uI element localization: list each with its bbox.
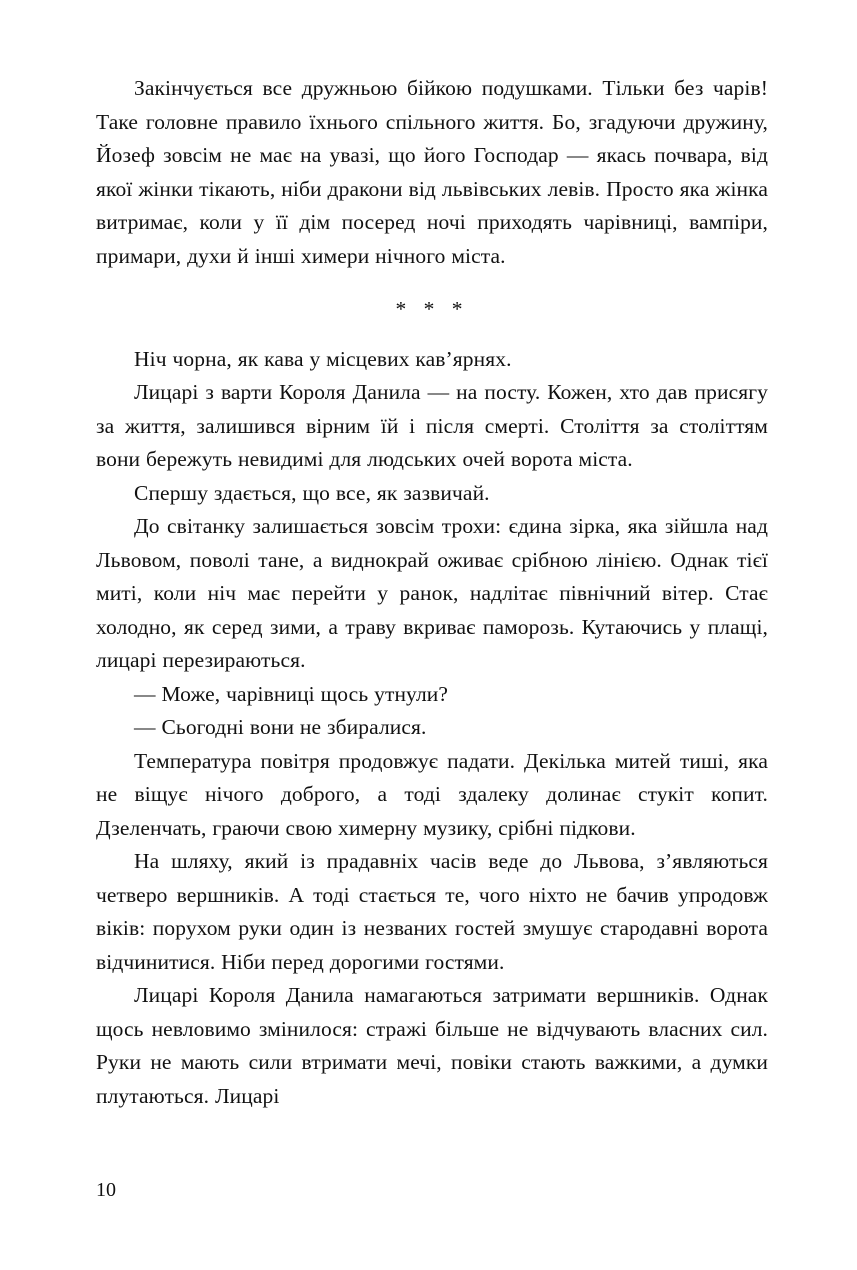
paragraph: Лицарі з варти Короля Данила — на посту. Кожен, хто дав присягу за життя, залишився вірним їй і після смерті. Століття за століттям вони бережуть невидимі для людських очей ворота міста. <box>96 380 768 471</box>
paragraph: На шляху, який із прадавніх часів веде до Львова, з’являються четверо вершників. А тоді стається те, чого ніхто не бачив упродовж віків: порухом руки один із незваних гостей змушує стародавні ворота відчинитися. Ніби перед дорогими гостями. <box>96 849 768 974</box>
paragraph: Спершу здається, що все, як зазвичай. <box>134 480 490 505</box>
paragraph: Ніч чорна, як кава у місцевих кав’ярнях. <box>134 346 512 371</box>
paragraph: Лицарі Короля Данила намагаються затримати вершників. Однак щось невловимо змінилося: стражі більше не відчувають власних сил. Руки не мають сили втримати мечі, повіки стають важкими, а думки плутаються. Лицарі <box>96 983 768 1108</box>
paragraph: Закінчується все дружньою бійкою подушками. Тільки без чарів! Таке головне правило їхнього спільного життя. Бо, згадуючи дружину, Йозеф зовсім не має на увазі, що його Господар — якась почвара, від якої жінки тікають, ніби дракони від львівських левів. Просто яка жінка витримає, коли у її дім посеред ночі приходять чарівниці, вампіри, примари, духи й інші химери нічного міста. <box>96 76 768 268</box>
paragraph: До світанку залишається зовсім трохи: єдина зірка, яка зійшла над Львовом, поволі тане, а виднокрай оживає срібною лінією. Однак тієї миті, коли ніч має перейти у ранок, надлітає північний вітер. Стає холодно, як серед зими, а траву вкриває паморозь. Кутаючись у плащі, лицарі перезираються. <box>96 514 768 672</box>
page-number: 10 <box>96 1179 116 1201</box>
paragraph: Температура повітря продовжує падати. Декілька митей тиші, яка не віщує нічого доброго, а тоді здалеку долинає стукіт копит. Дзеленчать, граючи свою химерну музику, срібні підкови. <box>96 748 768 840</box>
section-separator: * * * <box>395 297 469 321</box>
dialogue-line: — Сьогодні вони не збиралися. <box>134 715 427 739</box>
dialogue-line: — Може, чарівниці щось утнули? <box>134 681 449 706</box>
text-column <box>96 72 768 1113</box>
